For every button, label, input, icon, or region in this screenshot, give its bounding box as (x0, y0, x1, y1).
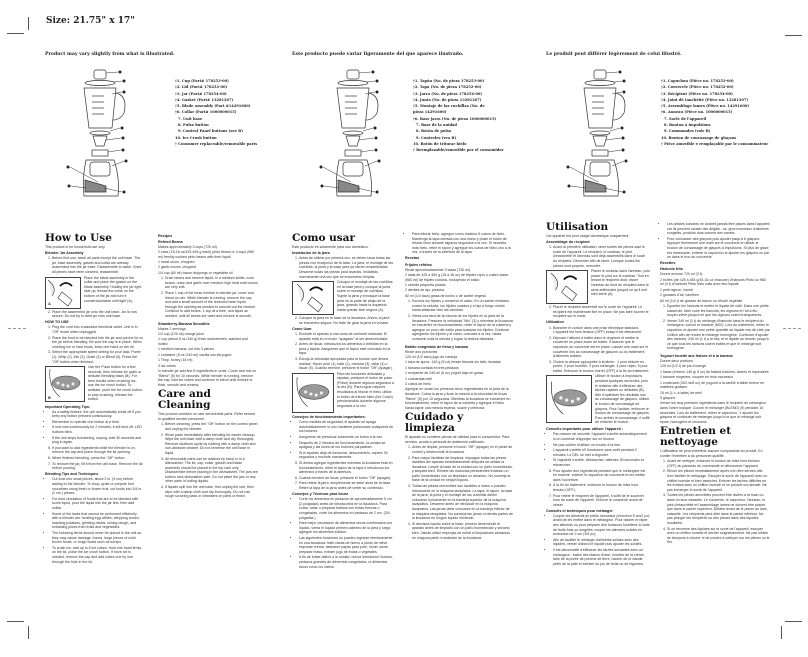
part-item: 9. Control Panel buttons (see B) (178, 129, 243, 134)
part-item: 7. Unit base (178, 116, 203, 121)
step: 1. Avant de nettoyer, enfoncer le bouton de mise hors tension (OFF) du panneau de commande et débrancher l'appareil. (667, 459, 770, 468)
subheading: Consejos y Técnicas para licuar (292, 492, 349, 497)
step-text: Placer le couteau dans l'anneau, puis placer le joint sur le couteau. Tout en tenant le récipient droit, visser l'anneau au fond du récipient dans le sens antihoraire jusqu'à ce qu'il soit bien serré (A). (591, 269, 650, 297)
subheading: Instalación de la jarra (292, 251, 330, 256)
step: 2. Place the assembled jar onto the unit base. Jar is now secure. Do not try to twist jar onto unit base. (52, 310, 143, 319)
figure-a (546, 270, 588, 304)
ingredient: 1 banane moyenne, coupée en trois morceaux (660, 375, 734, 380)
tip: • Si l'appareil s'arrête, débrancher, attendre 30 secondes et rebrancher. (553, 458, 650, 467)
part-item: †5. Assemblage lames (Pièce no. 14291600) (661, 104, 750, 109)
intro-text: This product is for household use only. (45, 245, 106, 249)
control-panel-illustration (293, 374, 333, 412)
ingredient: 120 ml (1/2 taza) jugo de naranja (405, 355, 458, 360)
part-item: †1. Tapón (No. de pieza 178253-00) (413, 79, 485, 83)
step: 2. Antes de licuar, introduzca los alimentos o bebidas en la jarra y tápela. Asegúrese que el tapón esté colocado en la tapa. (299, 342, 394, 356)
step: 7. To remove the jar, lift it from the unit base. Remove the lid before pouring. (52, 462, 143, 471)
step: 2. Place 1 cup of the bean mixture in blender jar, cover and blend on mix. While blender is running, remove the cap and add a small amount of the reserved bean liquid through the opening as needed to smooth out the mixture. Continue to add beans, 1 cup at a time, and liquid as needed, until all beans are used and mixture is smooth. (165, 291, 258, 319)
step: 1. Before first use, wash all parts except the unit base. The jar, base assembly, gasket and collar are already assembled into the jar base. Disassemble to wash. Once all pieces have been cleaned, reassemble. (52, 256, 143, 274)
part-item: 9. Controles (vea B) (416, 135, 457, 140)
part-item: 9. Commandes (voir B) (664, 129, 711, 134)
tip: • Il est déconseillé d'effectuer les tâches suivantes avec un mélangeur : battre des blancs d'oeuf, fouetter de la crème, faire de la purée de pomme de terre, hacher de la viande, pétrir de la pâte et extraire du jus de fruits ou de légumes. (553, 548, 650, 566)
step: 2. Placer le récipient assemblé sur le socle de l'appareil. Le récipient est maintenant fixé en place. Ne pas faire tourner le récipient sur le socle. (553, 305, 650, 319)
ingredient: 1 contenant (240 ml/8 oz) de yogourt à la vanille à faible teneur en matières grasses (660, 380, 765, 390)
ingredient: 1 medium banana, cut into 3 pieces (158, 347, 214, 352)
step: 7. Pour retirer le récipient de l'appareil, il suffit de le soulever hors du socle de l'appareil. Enlever le couvercle avant de verser. (553, 494, 650, 508)
jar-assembly-illustration (46, 278, 80, 308)
ingredient: 1 recipiente de 240 ml (8 oz) yogurt bajo en grasa (405, 371, 484, 376)
ingredient: 1/2 cup (120 ml) orange juice (158, 332, 204, 337)
part-item: 10. Bouton de concassage de glaçons (661, 135, 737, 140)
recipe-yield: Makes approximately 3 cups (720 ml). (158, 244, 218, 249)
crop-mark (7, 33, 24, 34)
tip: • If unit runs continuously for 2 minutes, it will shut off. LED buttons blink. (52, 425, 143, 434)
step: 2. Place the food to be blended into the jar and put the lid on the jar before blending. Be sure the cap is in place. When crushing ice or hard foods, keep one hand on the lid. (52, 336, 143, 350)
tip: • Pour concasser des glaçons puis ajouter jusqu'à 6 glaçons. Appuyer fermement une main sur le couvercle et utiliser le bouton de concassage de glaçons à impulsions. Si plus de glace est nécessaire, enlever le capuchon et ajouter les glaçons un par un dans le trou du couvercle. (667, 237, 770, 260)
ingredient: 1 petit oignon, haché (660, 287, 693, 292)
step: 1. Antes de limpiar, presione el botón "Off" (apagar) en el panel de control y desenchufe la licuadora. (412, 445, 513, 454)
step-text: Utiliser le bouton à impulsions pendant quelques secondes, puis le relâcher afin d'effectuer des tâches rapides ou délicates (B). Afin d'optimiser les résultats lors du concassage de glaçons, utiliser le bouton de concassage de glaçons. Pour l'activer, enfoncer le bouton de concassage de glaçons. Pour arrêter le concassage, il suffit de relâcher le bouton. (595, 374, 650, 425)
ingredient: 1 container (8 oz./240 ml) vanilla low-fat yogurt (158, 352, 232, 357)
figure-b (45, 366, 85, 402)
step: 2. Rinse parts immediately after blending for easier cleanup. Wipe the unit base with a damp cloth and dry thoroughly. Remove stubborn spots by rubbing with a damp cloth and non-abrasive cleaner. Do not immerse the unit base in liquid. (165, 433, 258, 456)
recipes-care-es (405, 232, 513, 541)
step: 2. Vierta una taza de la mezcla de los frijoles en la jarra de la licuadora. Presione la velocidad "Mix" (3) y mientras la licuadora se encuentre en funcionamiento, retire el tapón de la cubierta y agregue un poco del caldo para suavizar los frijoles. Continué agregando los frijoles y el caldo, una taza a la vez, hasta consumir toda la mezcla y lograr la textura deseada. (412, 314, 513, 342)
tip: • If the unit stops functioning, unplug, wait 30 seconds and plug in again. (52, 436, 143, 445)
part-item: 8. Botón de pulso (416, 129, 452, 134)
step: 3. Todas las piezas removibles son lavables a mano o pueden introducirse en la máquina lavaplatos. La tapa, el tapón, la base de la jarra, la junta y el montaje de las cuchillas deben colocarse únicamente en la bandeja superior de la máquina lavaplatos. Desarme antes de introducir en la máquina lavaplatos. Las jarras debe colocarse en la bandeja inferior de la máquina lavaplatos. No sumerja las jarras ni demás partes de la licuadora en ningún líquido hirviendo. (412, 484, 513, 521)
recipe-title: Batido congelado de fresa y banana (405, 344, 469, 349)
step-text: Place the blade assembly in the collar and place the gasket on the blade assembly. Holding the jar right-side up, thread the collar on the bottom of the jar and turn it counterclockwise until tight (A). (84, 275, 143, 303)
tip: • Couper les aliments en petits morceaux (d'environ 5 cm/2 po) avant de les mettre dans le mélangeur. Pour hacher et râper des aliments ou pour préparer des boissons fouettées à l'aide de fruits frais ou surgelés, couper les aliments solides en morceaux de 2 cm (3/4 po). (553, 514, 650, 537)
part-item: †2. Couvercle (Pièce no. 178252-00) (661, 85, 734, 90)
tip: • Como medida de seguridad, el aparato se apaga automáticamente si uno mantiene presionado cualquiera de los botones. (299, 420, 394, 434)
part-item: †1. Capuchon (Pièce no. 178253-00) (661, 79, 734, 83)
step: 1. Enchufe el aparato a una toma de corriente estándar. El aparato está en el modo "apagado" al ser desenchufado. (299, 332, 394, 341)
intro-text: This product contains no user serviceable parts. Refer service to qualified service personnel. (158, 412, 256, 421)
step: 1. Brancher le cordon dans une prise électrique standard. L'appareil est hors tension (OFF) lorsqu'il est débranché. (553, 326, 650, 335)
fold-mark (8, 328, 26, 329)
part-item: †4. Junta (No. de pieza 13281207) (413, 97, 482, 102)
step: 3. Choisir la vitesse appropriée à la tâche : 1 pour réduire en purée, 2 pour fouetter, 3 pour mélanger, 4 pour râper, 5 pour battre. Enfoncer le bouton d'arrêt (OFF) à la fin du traitement. (553, 360, 650, 374)
intro-text: El aparato no contiene piezas de utilidad para el consumidor. Para servicio, acuda a personal de asistencia calificado. (405, 435, 510, 444)
ingredient: 60 ml (1/4 taza) grasa de tocino o de aceite vegetal (405, 293, 486, 298)
step: 3. All removable parts can be washed by hand or in a dishwasher. The lid, cap, collar, gasket and blade assembly should be placed in the top rack only. Disassemble before placing in the dishwasher. The jars are bottom rack dishwasher-safe. Do not place the jars or any other parts in boiling liquids. (165, 457, 258, 485)
section-title: Como usar (292, 232, 356, 244)
ingredient: 2 latas de 425 a 454 g (15 a 16 oz) de frijoles rojos o cuatro tazas (960 ml) de frijoles cocidos, incluyendo el caldo (405, 273, 509, 282)
figure-a (292, 281, 334, 315)
tip: • For best circulation of foods that are to be blended with some liquid, pour the liquid into the jar first, then add solids. (52, 497, 143, 511)
recipe-method: Verser les cinq premiers ingrédients dans le récipient du mélangeur dans l'ordre indiqué. Couvrir et mélanger (BLEND) (5) pendant 10 secondes. Lors du traitement, retirer le capuchon. Y ajouter les glaçons et continuer de mélanger jusqu'à ce que le mélange soit épais, homogène et onctueux. (660, 401, 766, 424)
intro-text: Cet appareil est pour usage domestique uniquement. (546, 234, 630, 238)
disclaimer-es: Este producto puede variar ligeramente del que aparece ilustrado. (292, 52, 464, 57)
subheading: Conseils et techniques pour mélanger (546, 508, 613, 513)
tip: • L'appareil s'arrête s'il fonctionne sans arrêt pendant 2 minutes. Le DEL se met à clignoter. (553, 448, 650, 457)
crop-mark (781, 626, 782, 639)
control-panel-illustration (46, 367, 84, 401)
how-to-use-es (292, 233, 394, 570)
tip: • Cut food into small pieces, about 2 in. (5 cm) before adding to the blender. To chop, grate or prepare fruit smoothies using fresh or frozen fruit, cut foods into 3/4 in. (2 cm.) pieces. (52, 477, 143, 495)
tip: • Si el aparato deja de funcionar, desconéctelo, espere 30 segundos y enchufe nuevamente. (299, 451, 394, 460)
jar-assembly-illustration (293, 282, 333, 314)
tip: • To crush ice, add up to 6 ice cubes. Hold one hand firmly on the lid, pulse the ice crush button. If more ice is needed, remove the cap and add cubes one by one through the hole in the lid. (52, 546, 143, 564)
figure-label: B (48, 394, 51, 400)
part-item: †3. Récipient (Pièce no. 178254-00) (661, 91, 733, 96)
section-title: Care and Cleaning (158, 388, 211, 412)
subheading: Consejos de funcionamiento importantes: (292, 415, 366, 420)
tip: • Asegúrese de presionar solamente un botón a la vez. (299, 435, 394, 440)
ingredient: 120 ml (1/2 t) de jus d'orange (660, 364, 707, 369)
step: 5. Si desea agregar ingredientes mientras la licuadora está en funcionamiento, retire el tapón de la tapa e introduzca los alimentos a través de la abertura. (299, 461, 394, 475)
step: 5. Pour ajouter des ingrédients pendant que le mélangeur est en marche, enlever le capuchon du couvercle et les mettre dans l'ouverture. (553, 469, 650, 483)
section-title: Cuidado y limpieza (405, 411, 464, 435)
step: 2. Déposer l'aliment à traiter dans le récipient et mettre le couvercle en place avant de traiter. S'assurer que le capuchon du couvercle est en place. Laisser une main sur le couvercle lors du concassage de glaçons ou du traitement d'aliments solides. (553, 336, 650, 359)
recipe-yield: Donne environ 720 ml (3 t). (660, 272, 703, 277)
ingredient: 15 ml (1 c. à table) de miel (660, 390, 702, 395)
ingredient: 2 dientes de ajo, picados (405, 288, 445, 293)
parts-list-es (413, 78, 504, 154)
recipe-title: Frijoles refritos (405, 262, 432, 267)
part-item: †5. Blade assembly (Part #14291600) (175, 104, 251, 109)
part-item: †6. Base jarra (No. de pieza 1000000015) (413, 116, 497, 121)
intro-text: Este producto es solamente para uso doméstico. (292, 245, 369, 249)
step: 2. Coloque la jarra en la base de la licuadora. Ahora, la jarra se encuentra segura. No trate de girar la jarra en la base. (299, 316, 394, 325)
crop-mark (28, 17, 29, 30)
figure-b (546, 375, 592, 423)
step: 1. Drain beans and reserve liquid. In a medium skillet, cook beans, onion and garlic over medium-high heat until onions are very soft. (165, 276, 258, 290)
crop-mark (785, 621, 802, 622)
step: 6. À la fin du traitement, enfoncer le bouton de mise hors tension (OFF). (553, 483, 650, 492)
tip: • Corte los alimentos en pedazos de aproximadamente 5 cm. (2 pulgadas) antes de introducirlos en la licuadora. Para cortar, rallar o preparar batidos con frutas frescas o congeladas, corte los alimentos en pedazos de 2 cm. (3/4 pulgadas.) (299, 497, 394, 520)
step: 3. Escoja la velocidad apropiada para la función que desea realizar: Hacer puré (1), batir (2), mezclar (3), rallar (4) o licuar (5). Cuando termine, presione el botón "Off" (apagar). (299, 357, 394, 371)
subheading: Como Usar (292, 326, 312, 331)
ingredient: 3 ice cubes (158, 363, 176, 368)
recipe-title: Yogourt fouetté aux fraises et à la banane (660, 353, 733, 358)
crop-mark (28, 626, 29, 639)
subheading: Blending Tips and Techniques (45, 472, 99, 477)
part-item: 10. Botón de triturar hielo (413, 141, 467, 146)
tip: • Para triturar hielo, agregue como máximo 6 cubos de hielo. Mantenga la tapa cerrada con una mano y pulse el botón de triturar hielo durante algunos segundos a la vez. Si necesita más hielo, retire el tapón y agregue los cubos de hielo uno a la vez, a través de la abertura de la tapa. (412, 232, 513, 255)
step: 1. Avant la première utilisation, laver toutes les pièces sauf le socle de l'appareil. Le récipient, le couteau, le joint d'étanchéité et l'anneau sont déjà assemblés dans le socle du récipient. Démonter afin de laver. Lorsque toutes les pièces sont propres, remonter. (553, 245, 650, 268)
recipe-method: In blender jar add first 5 ingredients in order. Cover and mix on "Blend" (5) for 10 seconds. While blender is running, remove the cap. Add ice cubes and continue to blend until mixture is thick, smooth and creamy. (158, 369, 257, 387)
step: 4. If liquids spill into the unit base, first unplug the unit, then wipe with a damp cloth and dry thoroughly. Do not use rough scouring pads or cleansers on parts or finish. (165, 485, 258, 499)
recipe-yield: Rinde dos porciones (405, 349, 438, 354)
recipe-yield: Makes 2 servings (158, 326, 186, 331)
recipe-yield: Rinde aproximadamente 3 tazas (720 ml). (405, 267, 472, 272)
control-panel-illustration (547, 376, 591, 422)
ingredient: 2 gousses d'ail, hachées (660, 293, 699, 298)
intro-text: L'utilisateur ne peut entretenir aucune composante du produit. En confier l'entretien à du personnel qualifié. (660, 449, 763, 458)
recipe-title: Strawberry-Banana Smoothie (158, 321, 210, 326)
how-to-use-en (45, 233, 143, 565)
part-item: †6. Collar (Part# 1000000015) (175, 110, 237, 115)
tip: • Remember to operate one button at a time. (52, 420, 143, 425)
step: 5. If you want to add ingredients while the blender is on, remove the cap and place through the lid opening. (52, 446, 143, 455)
blender-diagram-fr (562, 68, 632, 204)
step: 3. Select the appropriate speed setting for your task: Puree (1), Whip (2), Mix (3), Grate (4) or Blend (5). Press the "Off" button when finished. (52, 350, 143, 364)
subheading: HOW TO USE (45, 320, 69, 325)
part-item: †4. Joint dé tanchéité (Pièce no. 13281207) (661, 97, 749, 102)
step: 6. When finished blending, press the "Off" button. (52, 456, 143, 461)
ingredient: 1 cup (about 5 oz./140 g) fresh strawberries, washed and hulled (158, 337, 248, 347)
subheading: Assemblage du récipient (546, 240, 590, 245)
step: 1. Before cleaning, press the "Off" button on the control panel and unplug the blender. (165, 422, 258, 431)
ingredient: 3 glaçons (660, 395, 676, 400)
recipe-yield: Donne deux portions. (660, 359, 694, 364)
parts-list-en (175, 78, 257, 147)
parts-note: † Reemplazable/removible por el consumidor (413, 148, 504, 153)
ingredient: 1 banana cortada en tres pedazos (405, 365, 459, 370)
part-item: 7. Base de la unidad (416, 123, 457, 128)
step: 4. Si on renverse des liquides sur le socle de l'appareil, essuyer avec un chiffon humide et sécher soigneusement. Ne pas utiliser de tampons à récurer ni de poudre à nettoyer sur les pièces ou le fini. (667, 527, 770, 545)
fold-mark (783, 328, 801, 329)
part-item: 7. Socle de l'appareil (664, 116, 707, 121)
recipes-heading: Recipes (158, 233, 173, 238)
step: 2. Rincer les pièces immédiatement après s'en être servies afin d'en faciliter le nettoyage. Essuyer le socle de l'appareil avec un chiffon humide et bien assécher. Enlever les taches difficiles en les frottant avec un chiffon humide et un produit non abrasif. Ne pas immerger le socle de l'appareil. (667, 469, 770, 492)
section-title: Entretien et nettoyage (660, 425, 732, 449)
recipe-method: Agregue en orden los primeros cinco ingredientes en la jarra de la licuadora. Cubra la jarra y licúe la mezcla a la velocidad de licuar "Blend" (5) por 10 segundos. Mientras la licuadora se encuentre en funcionamiento, retire el tapón de la cubierta y agregue el hielo hasta lograr una mezcla espesa, suave y cremosa. (405, 387, 511, 410)
part-item: †3. Jar (Part# 178254-00) (175, 91, 227, 96)
tip: • Después de 2 minutos de funcionamiento, la unidad se apagará y las luces de los botones parpadean. (299, 441, 394, 450)
subheading: Important Operating Tips: (45, 404, 91, 409)
ingredient: 1 taza de aprox. 140 g (5 oz) fresas frescas sin tallo, lavadas (405, 360, 501, 365)
ingredient: 1 cebolla pequeña picada (405, 283, 446, 288)
subheading: Utilisation (546, 320, 564, 325)
tip: • As a safety feature, the unit automatically shuts off if you keep any button pressed continuously. (52, 410, 143, 419)
recipes-care-fr (660, 222, 770, 546)
jar-assembly-illustration (547, 271, 587, 303)
crop-mark (785, 35, 802, 36)
parts-note: † Consumer replaceable/removable parts (175, 141, 258, 146)
tip: • Afin de faciliter le mélange d'aliments solides avec des liquides, verser d'abord le liquide puis ajouter les solides. (553, 538, 650, 547)
recipes-heading: Recettes (660, 261, 676, 266)
part-item: †4. Gasket (Part# 13281207) (175, 97, 234, 102)
parts-note: † Pièce amovible e remplaçable par le consommateur (661, 141, 769, 146)
ingredient: 3 cubos de hielo (405, 381, 431, 386)
tip: • Les articles suivants ne doivent jamais être placés dans l'appareil car ils peuvent causer des dégâts : os, gros morceaux d'aliments congelés, produits durs comme des navets. (667, 222, 770, 236)
step: 1. Plug the cord into a standard electrical outlet. Unit is in "Off" mode when unplugged. (52, 325, 143, 334)
ingredient: 1 tasse (environ 140 g/ 5 oz) de fraises fraîches, lavées et équeutées (660, 369, 769, 374)
part-item: †1. Cup (Part# 178253-00) (175, 79, 229, 83)
subheading: Conseils importants pour utiliser l'appareil : (546, 427, 624, 432)
figure-label: A (48, 300, 51, 306)
step: 6. Cuando termine de licuar, presione el botón "Off" (apagar). (299, 476, 394, 481)
ingredient: 1/4 cup (60 ml) bacon drippings or vegetable oil (158, 270, 233, 275)
blender-diagram-en (62, 68, 132, 204)
step: 2. Para mayor facilidad de limpieza, enjuague todas las piezas lavables del aparato inmediatamente después de utilizar la licuadora. Limpie la base de la unidad con un paño humedecido y séquela bien. Elimine las manchas persistentes frotando un paño humedecido con un limpiador no abrasivo. No sumerja la base de la unidad en ningún líquido. (412, 456, 513, 484)
ingredient: 1 Tbsp. honey (15 ml) (158, 358, 193, 363)
figure-a (45, 277, 81, 309)
recipe-title: Haricots frits (660, 267, 683, 272)
step-text: Para las funciones delicadas y rápidas, presione el botón de pulso (Pulse) durante algunos segundos a la vez (B). Para lograr mejores resultados al triturar el hielo, utilice el botón de triturar hielo (Ice Crush) presionándolo durante algunos segundos a la vez. (337, 371, 394, 408)
ingredient: 2 boîtes (de 425 à 454 g/15-16 oz chacune) d'haricots Pinto ou 960 ml (4 t) d'haricots Pinto frais cuits avec leur liquide (660, 277, 766, 287)
tip: • Las siguientes funciones no pueden lograrse efectivamente en una licuadora: batir claras de huevo a punto de nieve, espumar crema, deshacer papas para puré, moler carne, preparar masa, extraer jugo de frutas o vegetales. (299, 536, 394, 554)
ingredient: 1 small onion, chopped (158, 260, 195, 265)
figure-b (292, 373, 334, 413)
ingredient: 2 garlic cloves, chopped (158, 265, 197, 270)
tip: • A fin de evitar daños a la unidad, nunca introduzca: huesos, pedazos grandes de alimentos congelados, ni alimentos duros como los nabos. (299, 555, 394, 569)
ingredient: 1 cucharada miel (405, 376, 433, 381)
tip: • Some of the tasks that cannot be performed efficiently with a blender are: beating egg whites, whipping cream, mashing potatoes, grinding meats, mixing dough, and extracting juices from fruits and vegetables. (52, 512, 143, 530)
size-label: Size: 21.75" x 17" (46, 16, 135, 26)
recipes-care-en (158, 232, 258, 500)
step: 4. Si derrama líquido sobre la base, primero desenchufe el aparato antes de limpiarlo con un paño humedecido y sécuelo bien. Jamás utilice esponjas de metal ni limpiadores abrasivos en ninguna parte ni acabado de la licuadora. (412, 522, 513, 540)
part-item: 8. Bouton à impulsions (664, 123, 711, 128)
part-item: 8. Pulse button (178, 123, 209, 128)
disclaimer-fr: Le produit peut différer légèrement de celui illustré. (546, 52, 682, 57)
section-title: How to Use (45, 232, 112, 244)
step: 1. Escurra los frijoles y conserve el caldo. En un sartén mediano, cocine la cebolla, los frijoles cocidos y el ajo a fuego medio hasta ablandar bien las cebollas. (412, 299, 513, 313)
disclaimer-en: Product may vary slightly from what is illustrated. (45, 52, 175, 57)
crop-mark (7, 621, 24, 622)
tip: • Par mesure de sécurité, l'appareil s'arrête automatiquement si on continue d'appuyer sur un bouton. (553, 432, 650, 441)
part-item: †2. Lid (Part# 178252-00) (175, 85, 228, 90)
tip: • Ne pas oublier d'utiliser un bouton à la fois. (553, 443, 650, 448)
blender-diagram-es (315, 68, 385, 204)
step: 1. Antes de utilizar por primera vez, se deben lavar todas las piezas con excepción de la base. La jarra, el montaje de las cuchillas, la junta y la base jarra ya vienen ensambladas. Desarme todas las piezas para lavarlas. Instálelas nuevamente una vez que se encuentren limpias. (299, 256, 394, 279)
step-text: Coloque el montaje de las cuchillas en la base jarra y coloque la junta sobre el montaje de cuchillas. Sujete la jarra y enrosque la base jarra en la parte de abajo de la jarra, girando hacia la izquierda hasta quedar bien segura (A). (337, 280, 393, 312)
part-item: †3. Jarra (No. de pieza 178254-00) (413, 91, 483, 96)
step: 2. Verser 240 ml (1 t) du mélange d'haricots dans le récipient du mélangeur, couvrir et malaxer (MIX). Lors du traitement, retirer le capuchon et ajouter une petite quantité du liquide mis de côté par l'orifice afin de rendre le mélange homogène. Continuer d'ajouter des haricots, 240 ml (1 t) à la fois, et le liquide au besoin, jusqu'à ce que tous les haricots soient traités et que le mélange soit homogène. (667, 319, 770, 351)
tip: • Para mejor circulación de alimentos secos combinados con líquido, vierta el líquido primero adentro de la jarra y luego agregue los alimentos sólidos. (299, 521, 394, 535)
ingredient: 60 ml (1/4 t) de graisse de bacon ou d'huile végétale (660, 298, 743, 303)
part-item: †2. Tapa (No. de pieza 178252-00) (413, 85, 482, 90)
how-to-use-fr (546, 222, 650, 567)
step: 7. Para retirar la jarra, simplemente se debe alzar de la base. Retire la tapa de la jarra antes de verter su contenido. (299, 481, 394, 490)
step: 3. Toutes les pièces amovibles peuvent être lavées à la main ou dans un lave-vaisselle. Le couvercle, le capuchon, l'anneau, le joint d'étanchéité et l'assemblage lames ne doivent être placés que dans le panier supérieur. Défaire avant de le placer au lave-vaisselle. Les récipients peut aller dans le panier inférieur. Ne pas plonger les récipients ou des pièces dans des liquides bouillants. (667, 493, 770, 525)
recipes-heading: Recetas (405, 256, 420, 261)
step: 1. Égoutter les haricots et mettre le liquide de côté. Dans une petite casserole, faire cuire les haricots, les oignons et l'ail à feu moyen-élevé jusqu'à ce que les oignons soient transparents. (667, 304, 770, 318)
subheading: Blender Jar Assembly (45, 251, 84, 256)
part-item: 10. Ice Crush button (175, 135, 217, 140)
part-item: †6. Anneau (Pièce no. 1000000015) (661, 110, 733, 115)
ingredient: 2 cans (15-16 oz/425-454 g each) pinto beans or 4 cups (960 ml) freshly cooked pinto beans with their liquid (158, 250, 255, 259)
parts-list-fr (661, 78, 768, 147)
tip: • The following items should never be placed in the unit as they may cause damage: bones, large pieces of solid frozen foods, or tough foods such as turnips. (52, 531, 143, 545)
step-text: Use the Pulse button for a few seconds, then release for quick or delicate blending tasks (B). For best results when crushing ice, use the ice crush button. To activate, push the ice crush button; to stop crushing, release the button. (88, 365, 143, 402)
recipe-title: Refried Beans (158, 239, 183, 244)
section-title: Utilisation (546, 221, 609, 233)
part-item: †5. Montaje de las cuchillas (No. de pieza 14291600) (413, 104, 485, 115)
